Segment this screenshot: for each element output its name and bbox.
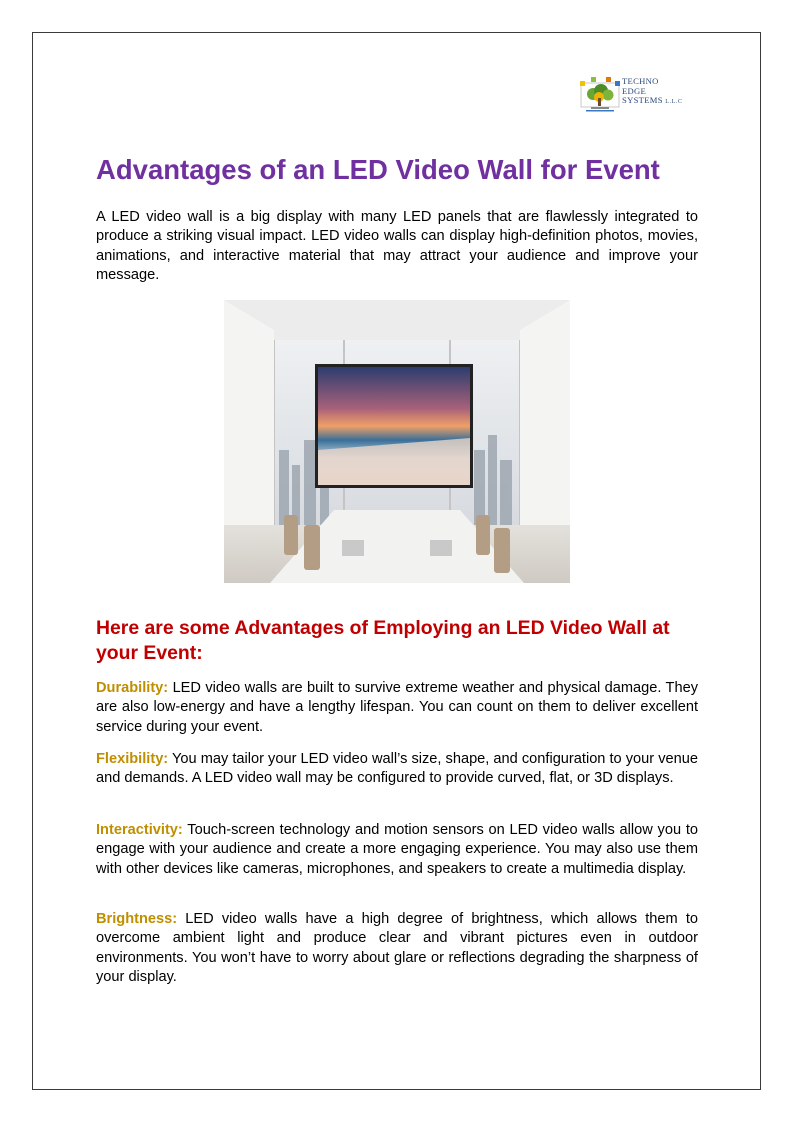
company-logo [578,76,700,114]
led-video-wall-photo [224,300,570,583]
logo-wordmark [622,77,683,108]
advantage-term: Durability: [96,680,169,696]
advantages-heading: Here are some Advantages of Employing an LED Video Wall at your Event: [96,617,670,664]
logo-line-2: EDGE [622,85,647,96]
page-title: Advantages of an LED Video Wall for Event [96,154,660,185]
advantage-text: LED video walls have a high degree of brightness, which allows them to overcome ambient light and produce clear and vibrant pictures even in outdoor environments. You won’t have to worry about glare or reflections degrading the sharpness of your display. [96,911,698,986]
advantage-term: Flexibility: [96,751,169,767]
advantage-durability [96,679,698,737]
advantage-flexibility [96,750,698,789]
logo-line-1: TECHNO [622,76,659,86]
advantage-text: You may tailor your LED video wall’s size, shape, and configuration to your venue and demands. A LED video wall may be configured to provide curved, flat, or 3D displays. [96,751,698,787]
tree-monitor-logo-icon [578,76,622,114]
advantage-interactivity [96,821,698,879]
advantage-term: Interactivity: [96,822,183,838]
advantage-text: LED video walls are built to survive extreme weather and physical damage. They are also low-energy and have a lengthy lifespan. You can count on them to deliver excellent service during your event. [96,680,698,735]
advantage-text: Touch-screen technology and motion sensors on LED video walls allow you to engage with your audience and create a more engaging experience. You may also use them with other devices like cameras, microphones, and speakers to create a multimedia display. [96,822,698,877]
advantage-term: Brightness: [96,911,178,927]
logo-line-3: SYSTEMS L.L.C [622,95,683,106]
logo-suffix: L.L.C [665,99,683,106]
intro-paragraph: A LED video wall is a big display with many LED panels that are flawlessly integrated to produce a striking visual impact. LED video walls can display high-definition photos, movies, animations, and interactive material that may attract your audience and improve your message. [96,209,698,284]
advantage-brightness [96,910,698,988]
